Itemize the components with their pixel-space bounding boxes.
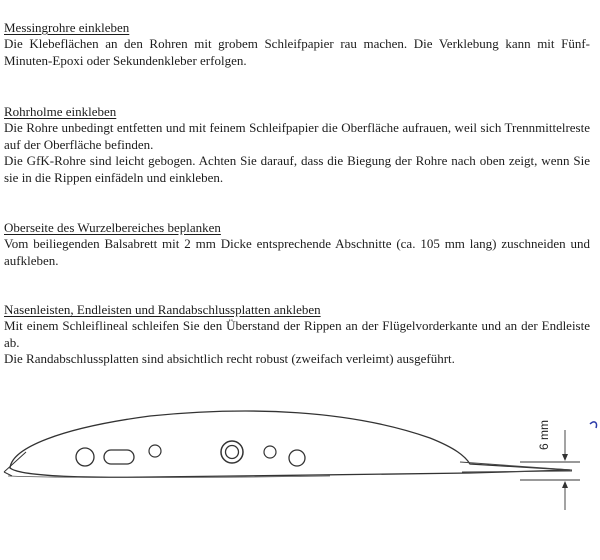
section-paragraph: Vom beiliegenden Balsabrett mit 2 mm Dicke entsprechende Abschnitte (ca. 105 mm lang) zuschneiden und aufkleben.: [4, 236, 590, 268]
section-paragraph: Mit einem Schleiflineal schleifen Sie den Überstand der Rippen an der Flügelvorderkante und an der Endleiste ab.: [4, 318, 590, 350]
spar-hole: [149, 445, 161, 457]
margin-mark: [590, 422, 597, 428]
section-beplankung: [4, 220, 590, 269]
section-paragraph: Die Rohre unbedingt entfetten und mit feinem Schleifpapier die Oberfläche aufrauen, weil sich Trennmittelreste auf der Oberfläche befinden.: [4, 120, 590, 152]
arrowhead-down-icon: [562, 454, 568, 461]
tube-hole-inner: [226, 446, 239, 459]
spar-hole: [76, 448, 94, 466]
section-rohrholme: [4, 104, 590, 186]
section-paragraph: Die Klebeflächen an den Rohren mit grobem Schleifpapier rau machen. Die Verklebung kann mit Fünf-Minuten-Epoxi oder Sekundenkleber erfolgen.: [4, 36, 590, 68]
section-heading: Nasenleisten, Endleisten und Randabschlussplatten ankleben: [4, 302, 321, 317]
rib-outline: [10, 411, 570, 477]
section-heading: Messingrohre einkleben: [4, 20, 130, 35]
dimension-label: 6 mm: [537, 420, 551, 450]
section-paragraph: Die Randabschlussplatten sind absichtlich recht robust (zweifach verleimt) ausgeführt.: [4, 351, 455, 366]
leading-edge: [4, 452, 26, 472]
section-paragraph: Die GfK-Rohre sind leicht gebogen. Achten Sie darauf, dass die Biegung der Rohre nach oben zeigt, wenn Sie sie in die Rippen einfädeln und einkleben.: [4, 153, 590, 185]
tube-hole-outer: [221, 441, 243, 463]
section-heading: Rohrholme einkleben: [4, 104, 117, 119]
spar-hole: [264, 446, 276, 458]
wing-rib-drawing: [0, 400, 600, 515]
section-nasenleisten: [4, 302, 590, 368]
leading-edge-tip: [4, 472, 12, 476]
section-heading: Oberseite des Wurzelbereiches beplanken: [4, 220, 221, 235]
spar-hole: [289, 450, 305, 466]
section-messingrohre: [4, 20, 590, 69]
slot-hole: [104, 450, 134, 464]
arrowhead-up-icon: [562, 481, 568, 488]
